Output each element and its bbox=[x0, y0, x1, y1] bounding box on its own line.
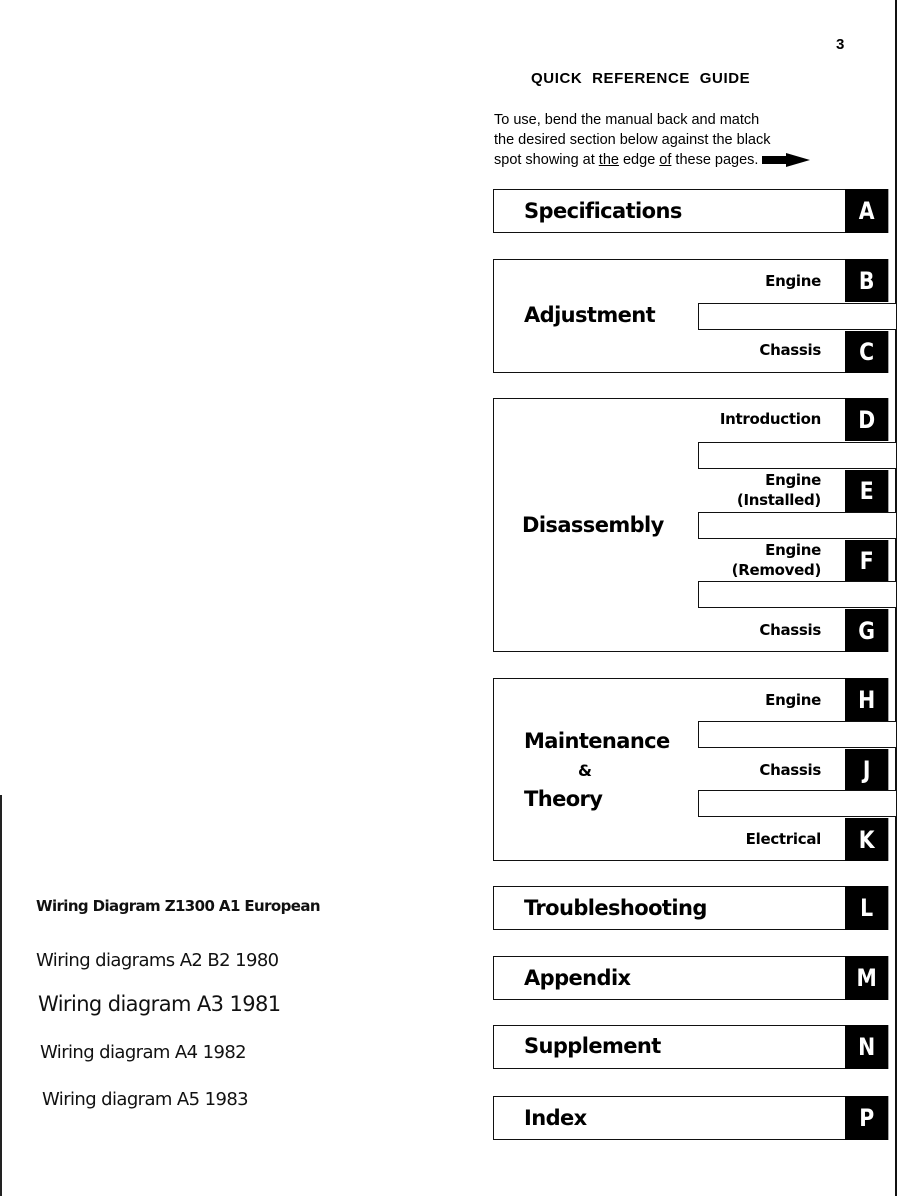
tab-g[interactable] bbox=[845, 609, 888, 652]
page-number: 3 bbox=[836, 36, 845, 53]
right-arrow-icon bbox=[762, 153, 810, 167]
instructions-line-1: To use, bend the manual back and match bbox=[494, 112, 760, 128]
tab-letter: L bbox=[860, 894, 874, 922]
instructions-line-2: the desired section below against the black bbox=[494, 132, 771, 148]
section-label: Adjustment bbox=[524, 303, 656, 327]
tab-letter: K bbox=[858, 825, 875, 854]
tab-d[interactable] bbox=[845, 398, 888, 441]
tab-m[interactable] bbox=[845, 956, 888, 1000]
link-wiring-a4-1982[interactable]: Wiring diagram A4 1982 bbox=[40, 1042, 247, 1063]
section-appendix[interactable] bbox=[493, 956, 845, 1000]
page-title: QUICK REFERENCE GUIDE bbox=[531, 70, 751, 87]
tab-separator bbox=[698, 721, 896, 748]
section-specifications[interactable] bbox=[493, 189, 845, 233]
section-label-theory: Theory bbox=[524, 787, 603, 811]
tab-c[interactable] bbox=[845, 331, 888, 373]
tab-letter: J bbox=[862, 756, 871, 784]
sub-label-engine-installed bbox=[737, 470, 821, 510]
link-wiring-a3-1981[interactable]: Wiring diagram A3 1981 bbox=[38, 992, 281, 1016]
tab-f[interactable] bbox=[845, 540, 888, 582]
tab-h[interactable] bbox=[845, 678, 888, 721]
link-wiring-a5-1983[interactable]: Wiring diagram A5 1983 bbox=[42, 1089, 249, 1110]
tab-e[interactable] bbox=[845, 470, 888, 512]
section-label: Troubleshooting bbox=[524, 896, 707, 920]
instructions bbox=[494, 110, 874, 170]
left-edge-rule bbox=[0, 795, 2, 1196]
tab-b[interactable] bbox=[845, 259, 888, 302]
sub-label-electrical: Electrical bbox=[745, 830, 821, 848]
sub-label-chassis: Chassis bbox=[759, 621, 821, 639]
tab-letter: P bbox=[859, 1104, 875, 1132]
tab-p[interactable] bbox=[845, 1096, 888, 1140]
tab-letter: B bbox=[858, 266, 875, 295]
sub-label-engine: Engine bbox=[765, 272, 821, 290]
tab-letter: C bbox=[859, 338, 875, 366]
instr-text: these pages. bbox=[671, 152, 759, 168]
section-label-ampersand: & bbox=[578, 761, 592, 780]
tab-l[interactable] bbox=[845, 886, 888, 930]
section-label: Specifications bbox=[524, 199, 682, 223]
tab-letter: D bbox=[858, 405, 876, 434]
tab-letter: F bbox=[859, 547, 874, 575]
section-label: Appendix bbox=[524, 966, 631, 990]
tab-separator bbox=[698, 581, 896, 608]
section-label: Maintenance bbox=[524, 729, 670, 753]
section-maintenance-theory[interactable] bbox=[493, 678, 845, 861]
link-wiring-a2-b2-1980[interactable]: Wiring diagrams A2 B2 1980 bbox=[36, 950, 279, 971]
section-label: Supplement bbox=[524, 1034, 661, 1058]
instr-underlined: the bbox=[598, 152, 619, 168]
tab-n[interactable] bbox=[845, 1025, 888, 1069]
sub-label-engine: Engine bbox=[765, 691, 821, 709]
instr-underlined: of bbox=[659, 152, 672, 168]
link-wiring-z1300-a1[interactable]: Wiring Diagram Z1300 A1 European bbox=[36, 897, 320, 915]
tab-letter: N bbox=[858, 1033, 876, 1061]
instructions-line-3 bbox=[494, 150, 874, 170]
tab-letter: H bbox=[858, 685, 876, 714]
instr-text: spot showing at bbox=[494, 152, 599, 168]
tab-separator bbox=[698, 303, 896, 330]
section-label: Index bbox=[524, 1106, 587, 1130]
sub-label-line: Engine bbox=[765, 541, 821, 559]
tab-separator bbox=[698, 790, 896, 817]
instr-text: edge bbox=[618, 152, 660, 168]
section-supplement[interactable] bbox=[493, 1025, 845, 1069]
tab-letter: E bbox=[859, 477, 874, 505]
tab-j[interactable] bbox=[845, 749, 888, 791]
sub-label-chassis: Chassis bbox=[759, 341, 821, 359]
sub-label-engine-removed bbox=[732, 540, 821, 580]
tab-letter: G bbox=[858, 616, 876, 645]
section-label: Disassembly bbox=[522, 513, 664, 537]
sub-label-line: (Installed) bbox=[736, 491, 821, 509]
sub-label-line: (Removed) bbox=[731, 561, 821, 579]
section-troubleshooting[interactable] bbox=[493, 886, 845, 930]
tab-letter: M bbox=[856, 964, 877, 992]
section-index[interactable] bbox=[493, 1096, 845, 1140]
tab-k[interactable] bbox=[845, 818, 888, 861]
sub-label-introduction: Introduction bbox=[719, 410, 821, 428]
tab-separator bbox=[698, 512, 896, 539]
tab-separator bbox=[698, 442, 896, 469]
tab-letter: A bbox=[858, 197, 875, 225]
sub-label-chassis: Chassis bbox=[759, 761, 821, 779]
sub-label-line: Engine bbox=[765, 471, 821, 489]
tab-a[interactable] bbox=[845, 189, 888, 233]
